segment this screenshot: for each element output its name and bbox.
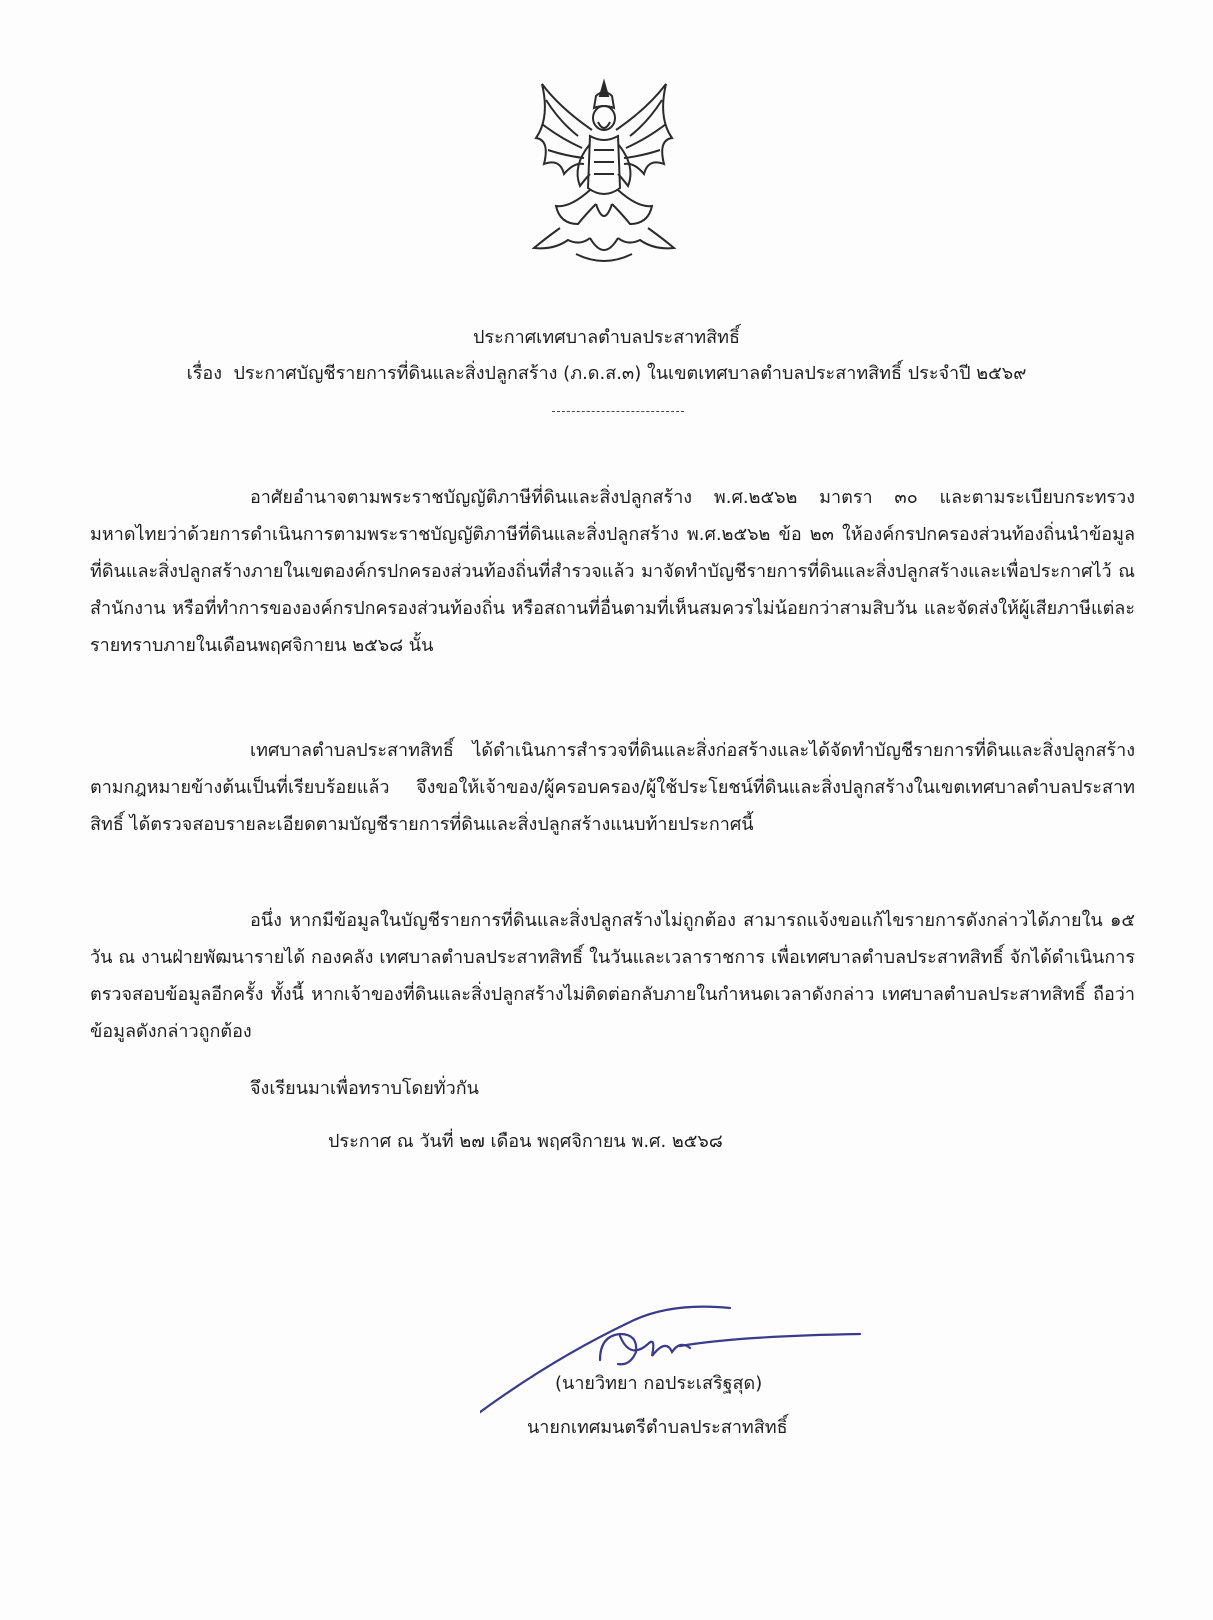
paragraph-survey-completed: เทศบาลตำบลประสาทสิทธิ์ ได้ดำเนินการสำรวจที่ดินและสิ่งก่อสร้างและได้จัดทำบัญชีรายการที่ดินและสิ่งปลูกสร้าง ตามกฎหมายข้างต้นเป็นที่เรียบร้อยแล้ว จึงขอให้เจ้าของ/ผู้ครอบครอง/ผู้ใช้ประโยชน์ที่ดินและสิ่งปลูกสร้างในเขตเทศบาลตำบลประสาทสิทธิ์ ได้ตรวจสอบรายละเอียดตามบัญชีรายการที่ดินและสิ่งปลูกสร้างแนบท้ายประกาศนี้ <box>90 740 1135 835</box>
signer-name: (นายวิทยา กอประเสริฐสุด) <box>555 1373 763 1394</box>
title-divider <box>552 411 684 412</box>
announcement-subject <box>0 358 1213 387</box>
announcement-title: ประกาศเทศบาลตำบลประสาทสิทธิ์ <box>472 327 740 348</box>
paragraph-correction-notice: อนึ่ง หากมีข้อมูลในบัญชีรายการที่ดินและสิ่งปลูกสร้างไม่ถูกต้อง สามารถแจ้งขอแก้ไขรายการดังกล่าวได้ภายใน ๑๕ วัน ณ งานฝ่ายพัฒนารายได้ กองคลัง เทศบาลตำบลประสาทสิทธิ์ ในวันและเวลาราชการ เพื่อเทศบาลตำบลประสาทสิทธิ์ จักได้ดำเนินการตรวจสอบข้อมูลอีกครั้ง ทั้งนี้ หากเจ้าของที่ดินและสิ่งปลูกสร้างไม่ติดต่อกลับภายในกำหนดเวลาดังกล่าว เทศบาลตำบลประสาทสิทธิ์ ถือว่าข้อมูลดังกล่าวถูกต้อง <box>90 910 1135 1042</box>
date-line: ประกาศ ณ วันที่ ๒๗ เดือน พฤศจิกายน พ.ศ. ๒๕๖๘ <box>328 1131 723 1152</box>
inform-line: จึงเรียนมาเพื่อทราบโดยทั่วกัน <box>250 1078 479 1099</box>
garuda-emblem <box>520 78 688 268</box>
signer-position: นายกเทศมนตรีตำบลประสาทสิทธิ์ <box>527 1417 788 1438</box>
subject-label: เรื่อง <box>186 363 222 384</box>
paragraph-legal-basis: อาศัยอำนาจตามพระราชบัญญัติภาษีที่ดินและสิ่งปลูกสร้าง พ.ศ.๒๕๖๒ มาตรา ๓๐ และตามระเบียบกระทรวงมหาดไทยว่าด้วยการดำเนินการตามพระราชบัญญัติภาษีที่ดินและสิ่งปลูกสร้าง พ.ศ.๒๕๖๒ ข้อ ๒๓ ให้องค์กรปกครองส่วนท้องถิ่นนำข้อมูลที่ดินและสิ่งปลูกสร้างภายในเขตองค์กรปกครองส่วนท้องถิ่นที่สำรวจแล้ว มาจัดทำบัญชีรายการที่ดินและสิ่งปลูกสร้างและเพื่อประกาศไว้ ณ สำนักงาน หรือที่ทำการขององค์กรปกครองส่วนท้องถิ่น หรือสถานที่อื่นตามที่เห็นสมควรไม่น้อยกว่าสามสิบวัน และจัดส่งให้ผู้เสียภาษีแต่ละรายทราบภายในเดือนพฤศจิกายน ๒๕๖๘ นั้น <box>90 487 1135 656</box>
subject-text: ประกาศบัญชีรายการที่ดินและสิ่งปลูกสร้าง (ภ.ด.ส.๓) ในเขตเทศบาลตำบลประสาทสิทธิ์ ประจำปี ๒๕๖๙ <box>233 363 1027 384</box>
handwritten-signature <box>480 1300 900 1420</box>
